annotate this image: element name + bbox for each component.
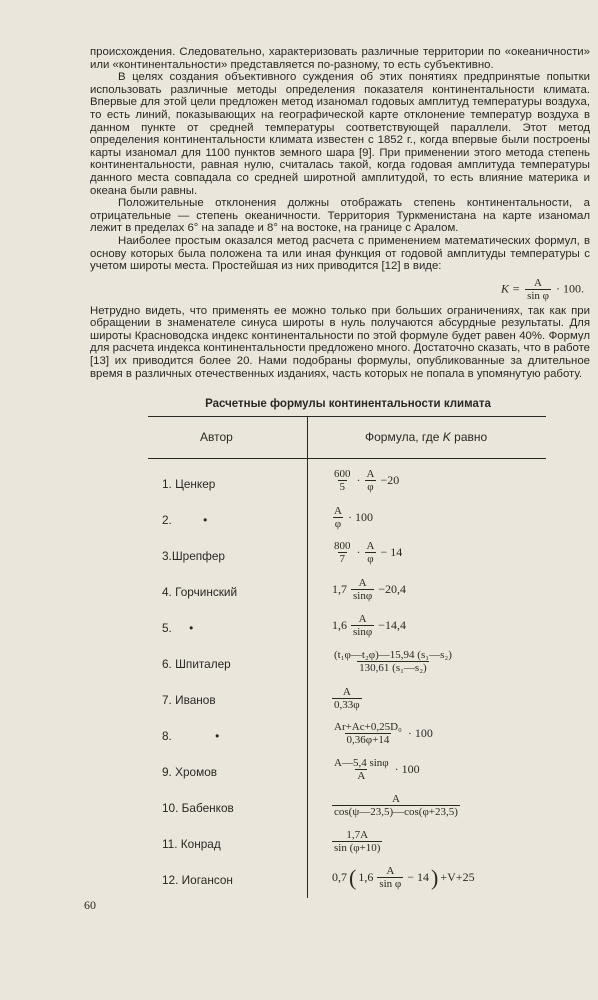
table-row-author: 12. Иогансон: [162, 873, 233, 887]
body-text: [90, 46, 590, 380]
table-row-author: 6. Шпиталер: [162, 657, 231, 671]
formula-2: $\frac{A}{\varphi}$ · 100: [334, 505, 373, 530]
formula-4: 1,7 $\frac{A}{\sin\varphi}$ −20,4: [332, 577, 406, 602]
table-row-author: 1. Ценкер: [162, 477, 216, 491]
table-row-author: 2. •: [162, 513, 208, 527]
column-header-author: Автор: [200, 430, 233, 444]
formula-9: $\frac{A—5,4 \sin\varphi}{A}$ · 100: [334, 757, 420, 782]
formula-5: 1,6 $\frac{A}{\sin\varphi}$ −14,4: [332, 613, 406, 638]
formula-3: $\frac{800}{7}$ · $\frac{A}{\varphi}$ − 14: [334, 540, 403, 565]
paragraph-1: происхождения. Следовательно, характеризовать различные территории по «океаничности» или «континентальности» представляется по-разному, то есть субъективно.: [90, 46, 590, 71]
paragraph-4: Наиболее простым оказался метод расчета с применением математических формул, в основу которых была положена та или иная функция от годовой амплитуды температуры с учетом широты места. Простейшая из них приводится [12] в виде:: [90, 234, 590, 273]
paragraph-5: Нетрудно видеть, что применять ее можно только при больших ограничениях, так как при обращении в знаменателе синуса широты в нуль получаются абсурдные результаты. Для широты Красноводска индекс континентальности по этой формуле будет равен 40%. Формул для расчета индекса континентальности предложено много. Достаточно сказать, что в работе [13] их приводится более 20. Нами подобраны формулы, опубликованные за длительное время в различных отечественных изданиях, часть которых не попала в упомянутую работу.: [90, 304, 590, 380]
table-row-author: 8. •: [162, 729, 220, 743]
formula-11: $\frac{1,7A}{\sin (\varphi+10)}$: [334, 829, 381, 854]
column-header-formula: Формула, где K равно: [365, 430, 488, 444]
table-row-author: 3.Шрепфер: [162, 549, 225, 563]
table-row-author: 5. •: [162, 621, 194, 635]
formula-6: $\frac{\text{(t₁φ—t₂φ)—15,94 (s₁—s₂)}}{\text{130,61 (s₁—s₂)}}$: [334, 649, 452, 674]
formula-1: $\frac{600}{5}$ · $\frac{A}{\varphi}$ −20: [334, 468, 400, 493]
table-row-author: 9. Хромов: [162, 765, 218, 779]
table-column-divider: [307, 416, 308, 898]
formula-7: $\frac{A}{0,33\varphi}$: [334, 686, 360, 711]
table-row-author: 11. Конрад: [162, 837, 221, 851]
formula-10: $\frac{A}{\cos(\psi—23,5)—\cos(\varphi+23,5)}$: [334, 793, 458, 818]
table-row-author: 10. Бабенков: [162, 801, 234, 815]
paragraph-2: В целях создания объективного суждения об этих понятиях предпринятые попытки использовать различные методы определения показателя континентальности климата. Впервые для этой цели предложен метод изаномал годовых амплитуд температуры воздуха, то есть линий, показывающих на географической карте отклонение температур воздуха в данном пункте от средней температуры соответствующей параллели. Этот метод определения континентальности климата известен с 1852 г., когда впервые были построены карты изаномал для 1100 пунктов земного шара [9]. При применении этого метода степень континентальности, равная нулю, считалась такой, когда годовая амплитуда температуры данного места совпадала со средней широтной амплитудой, то есть влияние материка и океана были равны.: [90, 71, 590, 197]
continentality-equation: K = $\frac{A}{\text{sin φ}}$ · 100.: [500, 276, 584, 302]
formula-12: 0,7 ( 1,6 $\frac{A}{\text{sin φ}}$ − 14 ) +V+25: [332, 864, 475, 890]
table-header-rule: [148, 458, 546, 459]
page-number: 60: [84, 898, 96, 912]
table-title: Расчетные формулы континентальности климата: [205, 398, 491, 410]
table-row-author: 4. Горчинский: [162, 585, 238, 599]
formula-8: $\frac{\text{Ar+Ac+0,25D₀}}{0,36\varphi+14}$ · 100: [334, 721, 433, 746]
table-top-rule: [148, 416, 546, 417]
table-row-author: 7. Иванов: [162, 693, 216, 707]
paragraph-3: Положительные отклонения должны отображать степень континентальности, а отрицательные — степень океаничности. Территория Туркменистана на карте изаномал лежит в пределах 6° на западе и 8° на востоке, на границе с Аралом.: [90, 197, 590, 235]
